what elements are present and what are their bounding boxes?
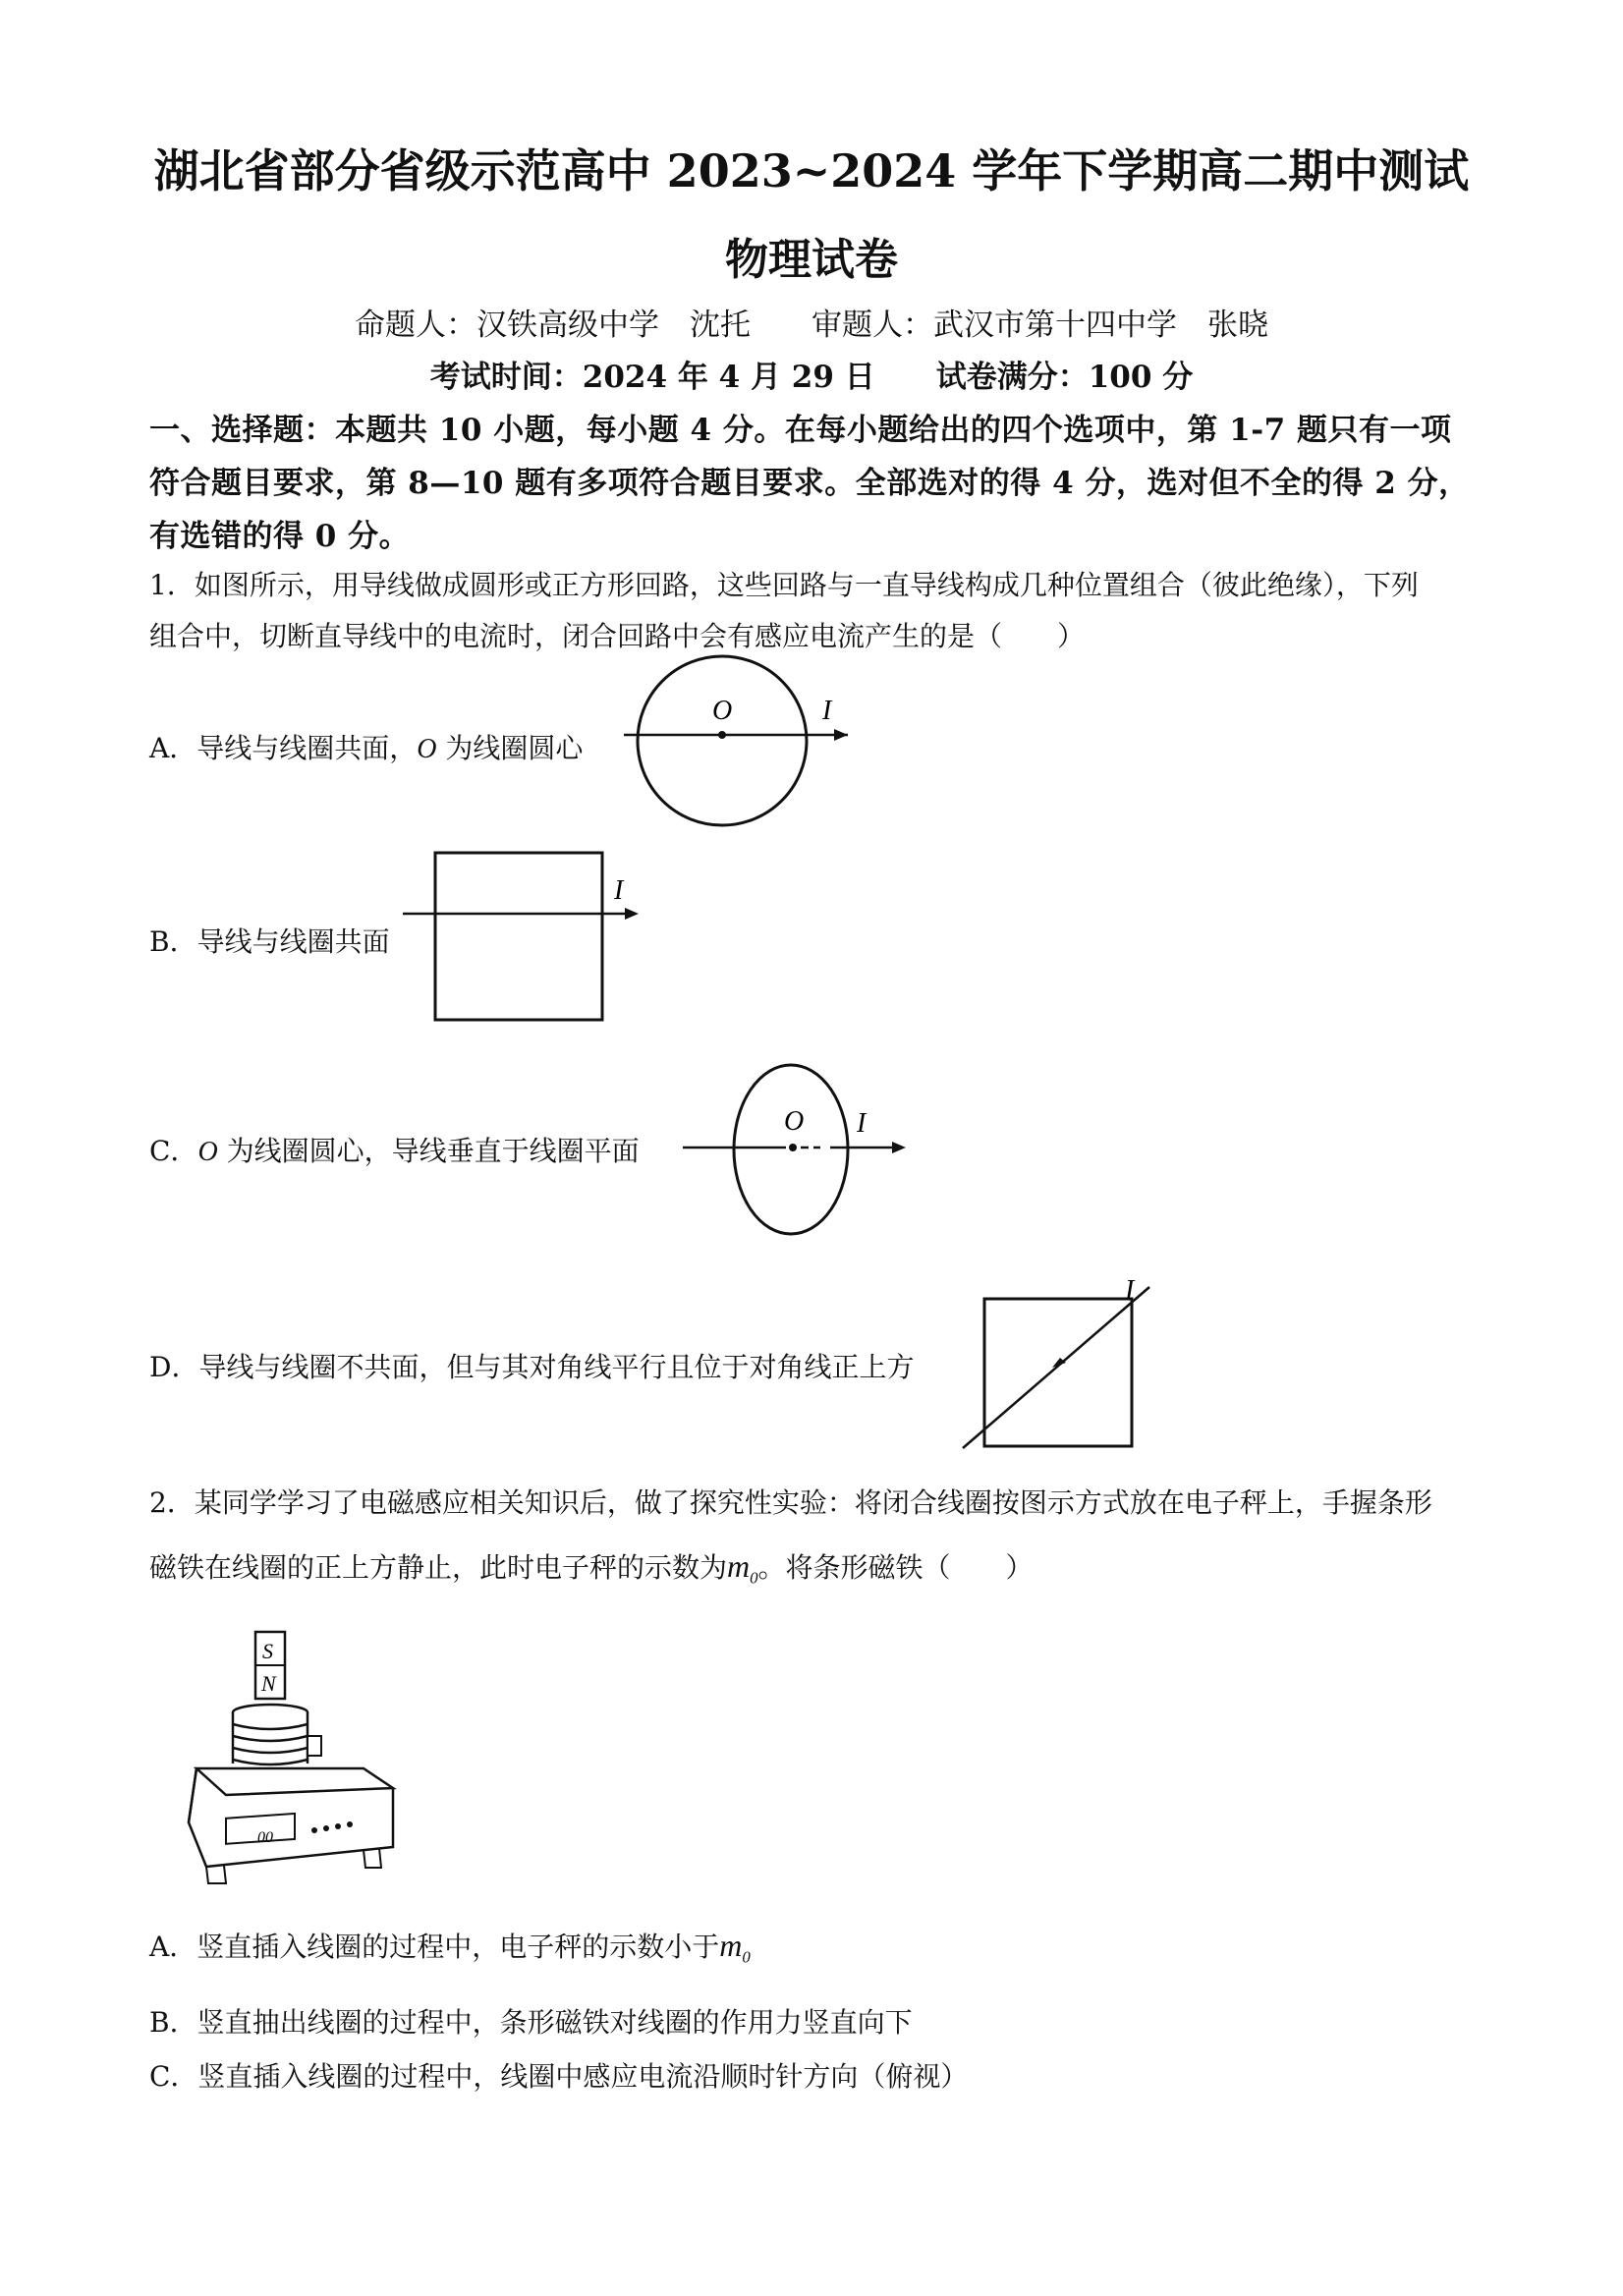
q2-option-a [149,1926,751,1968]
q1-option-c-var: O [197,1137,218,1167]
q2-stem-line2-post: 。将条形磁铁（ ） [757,1551,1034,1584]
q1-figure-b [398,845,653,1027]
q2-stem-line2-pre: 磁铁在线圈的正上方静止，此时电子秤的示数为 [149,1551,728,1584]
q1-figure-c [678,1059,933,1241]
q2-option-a-m: m [719,1928,743,1963]
q1-option-b: B．导线与线圈共面 [149,925,390,958]
exam-time-info: 考试时间：2024 年 4 月 29 日 试卷满分：100 分 [429,360,1194,395]
fig-b-label-i: I [614,875,624,906]
magnet-n-label: N [261,1671,276,1696]
section-heading-line3: 有选错的得 0 分。 [149,519,411,554]
q1-stem-line2: 组合中，切断直导线中的电流时，闭合回路中会有感应电流产生的是（ ） [149,620,1086,652]
q1-figure-d [948,1269,1169,1451]
fig-d-label-i: I [1125,1275,1135,1306]
fig-c-label-o: O [784,1106,805,1137]
q1-figure-a [604,650,865,832]
q1-option-c-post: 为线圈圆心，导线垂直于线圈平面 [217,1135,640,1167]
exam-authors: 命题人：汉铁高级中学 沈托 审题人：武汉市第十四中学 张晓 [355,308,1268,343]
magnet-s-label: S [262,1639,273,1663]
center-dot [718,731,726,739]
q2-option-a-pre: A．竖直插入线圈的过程中，电子秤的示数小于 [149,1931,720,1963]
q2-stem-line1: 2．某同学学习了电磁感应相关知识后，做了探究性实验：将闭合线圈按图示方式放在电子秤上，手握条形 [149,1486,1432,1519]
q1-option-c [149,1130,640,1169]
center-dot [789,1144,797,1151]
wire-arrow [834,729,848,741]
fig-a-label-o: O [712,696,733,726]
fig-a-label-i: I [822,696,832,726]
exam-subtitle: 物理试卷 [725,235,898,285]
q2-option-a-sub: 0 [742,1947,751,1967]
scale-display-text: 00 [257,1829,273,1846]
q2-stem-line2 [149,1546,1034,1589]
section-heading-line2: 符合题目要求，第 8—10 题有多项符合题目要求。全部选对的得 4 分，选对但不全的得 2 分， [149,466,1470,501]
q2-option-c: C．竖直插入线圈的过程中，线圈中感应电流沿顺时针方向（俯视） [149,2060,969,2093]
q1-option-a [149,727,583,766]
q2-scale-figure [167,1626,413,1901]
section-heading-line1: 一、选择题：本题共 10 小题，每小题 4 分。在每小题给出的四个选项中，第 1-7 题只有一项 [149,413,1452,448]
q2-option-b: B．竖直抽出线圈的过程中，条形磁铁对线圈的作用力竖直向下 [149,2006,913,2039]
q1-option-a-pre: A．导线与线圈共面， [149,732,418,764]
q1-stem-line1: 1．如图所示，用导线做成圆形或正方形回路，这些回路与一直导线构成几种位置组合（彼此绝缘），下列 [149,569,1419,601]
q1-option-c-pre: C． [149,1135,198,1167]
coil [233,1705,321,1764]
q1-option-d: D．导线与线圈不共面，但与其对角线平行且位于对角线正上方 [149,1351,915,1383]
wire-arrow [892,1142,906,1153]
q1-option-a-post: 为线圈圆心 [436,732,584,764]
q2-m-var: m [727,1548,751,1584]
diagonal-wire [963,1287,1149,1448]
square-loop [435,853,602,1020]
electronic-scale [189,1768,393,1883]
exam-title: 湖北省部分省级示范高中 2023~2024 学年下学期高二期中测试 [153,144,1470,197]
circle-loop [638,656,807,825]
wire-arrow [625,908,639,920]
fig-c-label-i: I [857,1108,867,1139]
q2-m-sub: 0 [750,1568,758,1588]
q1-option-a-var: O [417,734,437,764]
